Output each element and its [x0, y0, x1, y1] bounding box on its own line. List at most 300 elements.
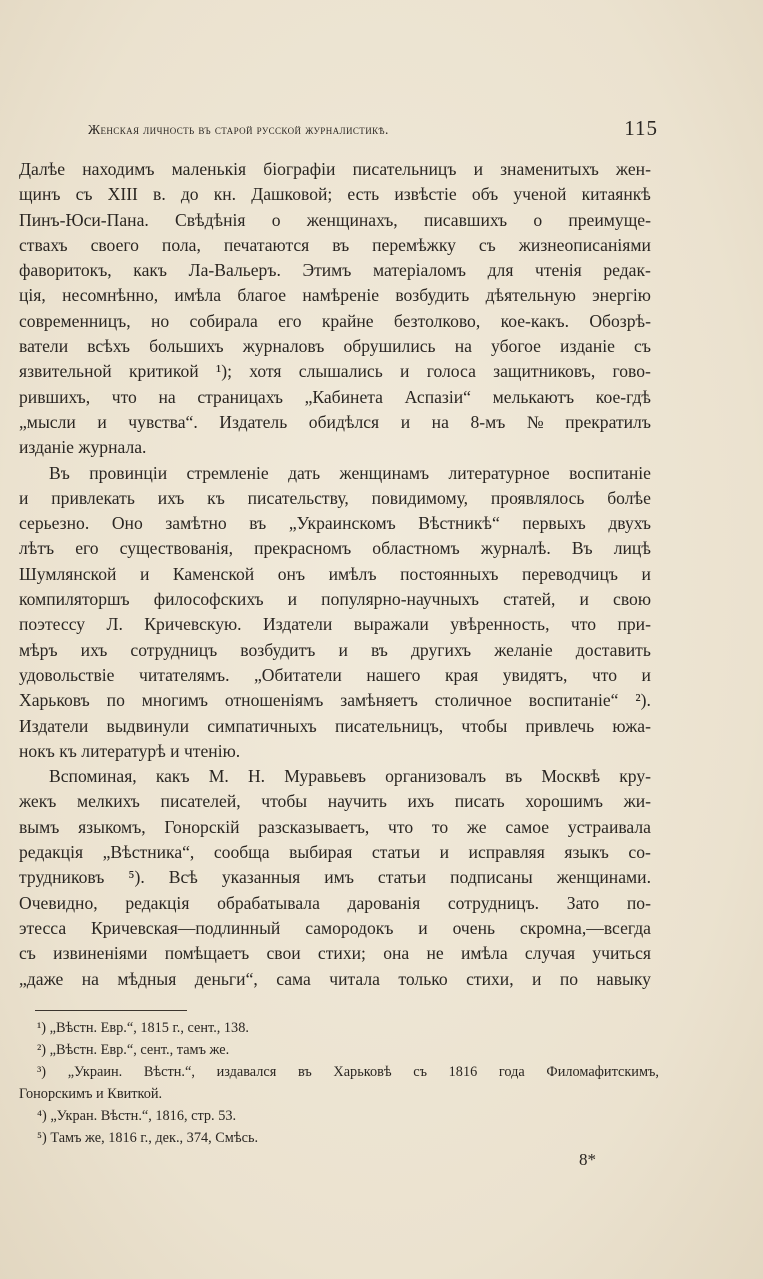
body-word: и — [579, 589, 589, 610]
body-word: деньги“, — [194, 968, 258, 989]
body-word: замѣтно — [165, 513, 227, 534]
body-word: по — [559, 968, 579, 989]
body-word: хорошимъ — [525, 791, 603, 812]
body-word: популярно-научныхъ — [321, 589, 479, 610]
body-word: страницахъ — [197, 386, 283, 407]
body-word: но — [150, 310, 170, 331]
footnote-line-text: ⁵) Тамъ же, 1816 г., дек., 374, Смѣсь. — [37, 1130, 259, 1146]
footnote-line — [19, 1039, 659, 1061]
body-word: имѣлъ — [328, 563, 377, 584]
body-word: Н. — [247, 766, 266, 787]
body-line — [19, 688, 651, 713]
footnote-word: Вѣстн.“, — [143, 1064, 195, 1080]
body-line — [19, 967, 651, 992]
body-word: М. — [208, 766, 229, 787]
body-word: матеріаломъ — [373, 260, 466, 281]
body-word: ¹); — [215, 361, 232, 382]
body-word: писателей, — [160, 791, 241, 812]
body-word: Дашковой; — [251, 184, 333, 205]
body-word: воспитаніе — [569, 462, 651, 483]
body-word: его — [75, 538, 99, 559]
body-word: имъ — [324, 867, 354, 888]
body-word: китаянкѣ — [581, 184, 651, 205]
footnote-line — [19, 1105, 659, 1127]
body-word: большихъ — [149, 336, 224, 357]
body-word: увидятъ, — [502, 664, 568, 685]
body-word: доставить — [575, 639, 651, 660]
body-word: сотрудницъ. — [447, 892, 540, 913]
body-word: не — [426, 943, 444, 964]
body-word: статьи — [371, 842, 421, 863]
footnote-word: съ — [413, 1064, 428, 1080]
body-line — [19, 208, 651, 233]
body-word: помѣщаетъ — [164, 943, 250, 964]
body-word: по — [106, 690, 125, 711]
body-word: журналѣ. — [480, 538, 551, 559]
body-word: Кричевскую. — [144, 614, 242, 635]
body-word: кру- — [619, 766, 651, 787]
body-line — [19, 840, 651, 865]
body-word: и — [400, 411, 411, 432]
body-word: писать — [454, 791, 505, 812]
body-word: жекъ — [19, 791, 57, 812]
body-line — [19, 385, 651, 410]
body-word: крайне — [321, 310, 374, 331]
body-word: щинъ — [19, 184, 61, 205]
body-word: самородокъ — [305, 917, 394, 938]
body-word: она — [383, 943, 410, 964]
body-word: указанныя — [221, 867, 301, 888]
body-word: статьи — [377, 867, 427, 888]
body-word: въ — [505, 766, 523, 787]
body-word: современницъ, — [19, 310, 131, 331]
body-word: организовалъ — [385, 766, 487, 787]
body-word: есть — [347, 184, 380, 205]
body-word: защитниковъ, — [493, 361, 596, 382]
body-word: женщинамъ — [339, 462, 430, 483]
body-word: обрушились — [343, 336, 436, 357]
body-line — [19, 815, 651, 840]
body-word: ихъ — [80, 639, 108, 660]
body-word: только — [398, 968, 448, 989]
body-word: двухъ — [608, 513, 651, 534]
body-word: объ — [471, 184, 499, 205]
body-word: этесса — [19, 917, 67, 938]
body-word: ція, — [19, 285, 46, 306]
body-word: Вѣстникѣ“ — [418, 513, 500, 534]
body-word: „Вѣстника“, — [102, 842, 195, 863]
body-word: хотя — [249, 361, 282, 382]
body-word: рившихъ, — [19, 386, 91, 407]
body-word: какъ — [155, 766, 190, 787]
body-word: писавшихъ — [423, 209, 508, 230]
body-line — [19, 789, 651, 814]
body-word: язвительной — [19, 361, 112, 382]
body-word: ствахъ — [19, 234, 68, 255]
signature-mark: 8* — [579, 1150, 596, 1169]
body-word: серьезно. — [19, 513, 90, 534]
body-word: Харьковъ — [19, 690, 90, 711]
body-line — [19, 233, 651, 258]
body-word: дѣятельную — [485, 285, 576, 306]
body-word: редак- — [603, 260, 651, 281]
body-word: № — [526, 411, 544, 432]
body-word: перемѣжку — [372, 234, 456, 255]
body-word: знаменитыхъ — [500, 159, 599, 179]
body-line — [19, 334, 651, 359]
body-word: очень — [452, 917, 496, 938]
footnote-word: ³) — [37, 1064, 47, 1080]
body-word: убогое — [491, 336, 541, 357]
body-word: языкомъ, — [78, 816, 146, 837]
body-word: первыхъ — [522, 513, 586, 534]
body-word: сама — [276, 968, 311, 989]
body-word: онъ — [277, 563, 306, 584]
body-word: Пинъ-Юси-Пана. — [19, 209, 149, 230]
body-line — [19, 283, 651, 308]
body-word: отношеніямъ — [224, 690, 324, 711]
body-word: и — [19, 487, 29, 508]
body-word: выдвинули — [106, 715, 189, 736]
body-word: и — [641, 563, 651, 584]
body-line — [19, 536, 651, 561]
body-line — [19, 157, 651, 182]
body-word: привлекать — [51, 487, 135, 508]
body-line — [19, 612, 651, 637]
body-word: устраивала — [567, 816, 651, 837]
body-word: привлечь — [525, 715, 595, 736]
body-word: о — [533, 209, 543, 230]
body-word: въ — [249, 513, 267, 534]
footnotes — [19, 1017, 659, 1149]
body-word: и — [641, 664, 651, 685]
body-word: то — [431, 816, 449, 837]
footnote-line — [19, 1061, 659, 1083]
body-word: Всѣ — [168, 867, 198, 888]
body-word: съ — [75, 184, 93, 205]
body-word: голоса — [426, 361, 476, 382]
body-word: Гонорскій — [164, 816, 240, 837]
body-word: „даже — [19, 968, 64, 989]
body-word: чтенія — [535, 260, 582, 281]
body-word: выбирая — [289, 842, 353, 863]
body-word: что — [111, 386, 137, 407]
body-word: на — [158, 386, 176, 407]
body-word: подписаны — [450, 867, 533, 888]
body-line — [19, 410, 651, 435]
body-word: научить — [327, 791, 387, 812]
body-word: Каменской — [172, 563, 255, 584]
body-word: вымъ — [19, 816, 60, 837]
body-word: съ — [634, 336, 651, 357]
body-word: маленькія — [171, 159, 247, 179]
body-word: и — [287, 589, 298, 610]
body-word: областномъ — [372, 538, 460, 559]
body-line — [19, 461, 651, 486]
body-word: кое-гдѣ — [595, 386, 651, 407]
footnote-word: года — [498, 1064, 525, 1080]
footnote-line-text: ⁴) „Укран. Вѣстн.“, 1816, стр. 53. — [37, 1108, 237, 1124]
body-word: же — [466, 816, 487, 837]
body-word: Издатель — [219, 411, 288, 432]
body-word: Кричевская—подлинный — [91, 917, 281, 938]
body-word: несомнѣнно, — [62, 285, 159, 306]
body-word: безтолково, — [393, 310, 481, 331]
body-line — [19, 663, 651, 688]
body-word: свои — [266, 943, 301, 964]
footnote-line-text: Гонорскимъ и Квиткой. — [19, 1086, 163, 1102]
body-word: имѣла — [460, 943, 508, 964]
body-word: имѣла — [174, 285, 222, 306]
body-word: повидимому, — [371, 487, 469, 508]
body-line-text: изданіе журнала. — [19, 437, 147, 458]
body-word: критикой — [128, 361, 199, 382]
body-word: дарованія — [347, 892, 421, 913]
body-word: мелькаютъ — [492, 386, 575, 407]
body-word: лицѣ — [613, 538, 651, 559]
body-word: Этимъ — [302, 260, 352, 281]
body-word: жен- — [615, 159, 651, 179]
body-word: философскихъ — [153, 589, 264, 610]
body-line — [19, 562, 651, 587]
body-word: Вспоминая, — [49, 766, 137, 787]
body-word: и — [532, 968, 542, 989]
body-word: мѣдныя — [117, 968, 177, 989]
body-word: сообща — [213, 842, 270, 863]
body-word: редакція — [19, 842, 84, 863]
body-word: лѣтъ — [19, 538, 55, 559]
body-word: стихи; — [317, 943, 366, 964]
body-word: воспитаніе“ — [528, 690, 619, 711]
body-word: исправляя — [468, 842, 545, 863]
body-word: литературное — [448, 462, 550, 483]
body-word: ⁵). — [128, 867, 145, 888]
body-word: южа- — [612, 715, 651, 736]
body-word: слышались — [298, 361, 383, 382]
body-word: и — [338, 639, 348, 660]
body-word: желаніе — [494, 639, 553, 660]
body-word: намѣреніе — [302, 285, 380, 306]
body-word: что — [591, 664, 618, 685]
body-word: всѣхъ — [87, 336, 131, 357]
body-word: Аспазіи“ — [404, 386, 471, 407]
body-word: трудниковъ — [19, 867, 105, 888]
body-word: и — [439, 842, 450, 863]
body-word: его — [278, 310, 302, 331]
body-word: своего — [90, 234, 139, 255]
body-word: біографіи — [263, 159, 336, 179]
body-word: Далѣе — [19, 159, 66, 179]
body-word: писательницъ, — [334, 715, 444, 736]
body-word: на — [431, 411, 449, 432]
body-word: края — [444, 664, 479, 685]
body-line — [19, 486, 651, 511]
body-word: жи- — [623, 791, 651, 812]
body-word: извѣстіе — [394, 184, 457, 205]
body-word: Очевидно, — [19, 892, 98, 913]
body-word: кн. — [213, 184, 237, 205]
body-word: XIII — [107, 184, 138, 205]
footnote-line — [19, 1083, 659, 1105]
footnote-divider — [35, 1010, 187, 1011]
footnote-line — [19, 1017, 659, 1039]
body-word: Издатели — [262, 614, 333, 635]
body-word: изданіе — [560, 336, 615, 357]
body-word: писательницъ — [352, 159, 457, 179]
body-word: преимуще- — [568, 209, 651, 230]
body-word: проявлялось — [490, 487, 585, 508]
body-word: ватели — [19, 336, 69, 357]
body-word: обидѣлся — [308, 411, 380, 432]
body-word: до — [180, 184, 199, 205]
body-word: многимъ — [141, 690, 209, 711]
body-word: разсказываетъ, — [258, 816, 370, 837]
footnote-line-text: ¹) „Вѣстн. Евр.“, 1815 г., сент., 138. — [37, 1020, 249, 1036]
body-word: Въ — [571, 538, 593, 559]
body-word: болѣе — [607, 487, 651, 508]
body-word: находимъ — [82, 159, 155, 179]
body-word: симпатичныхъ — [207, 715, 317, 736]
body-word: обрабатывала — [217, 892, 320, 913]
body-word: замѣняетъ — [340, 690, 418, 711]
body-word: гово- — [612, 361, 651, 382]
body-word: читателямъ. — [138, 664, 230, 685]
body-word: выражали — [353, 614, 429, 635]
body-word: Муравьевъ — [284, 766, 366, 787]
body-word: извиненіями — [53, 943, 148, 964]
body-word: ²). — [635, 690, 651, 711]
body-word: постоянныхъ — [400, 563, 499, 584]
body-line — [19, 739, 651, 764]
body-word: чтобы — [261, 791, 308, 812]
body-word: журналовъ — [242, 336, 325, 357]
body-word: возбудить — [395, 285, 470, 306]
body-word: Шумлянской — [19, 563, 117, 584]
body-word: печатаются — [223, 234, 310, 255]
body-line-text: нокъ къ литературѣ и чтенію. — [19, 740, 241, 761]
body-word: Издатели — [19, 715, 89, 736]
body-word: провинціи — [89, 462, 168, 483]
body-word: энергію — [592, 285, 651, 306]
body-line — [19, 916, 651, 941]
body-word: прекрасномъ — [254, 538, 352, 559]
body-word: дать — [288, 462, 321, 483]
body-word: на — [454, 336, 472, 357]
body-line — [19, 359, 651, 384]
body-word: „Украинскомъ — [288, 513, 396, 534]
body-word: языкъ — [564, 842, 609, 863]
footnote-word: 1816 — [448, 1064, 478, 1080]
body-word: существованія, — [119, 538, 234, 559]
body-word: что — [570, 614, 597, 635]
body-word: свою — [613, 589, 651, 610]
body-word: прекратилъ — [565, 411, 651, 432]
body-word: съ — [478, 234, 496, 255]
body-line — [19, 258, 651, 283]
body-word: собирала — [189, 310, 258, 331]
body-word: Зато — [566, 892, 600, 913]
body-word: чувства“. — [128, 411, 198, 432]
footnote-word: Харьковѣ — [333, 1064, 392, 1080]
body-word: Ла-Вальеръ. — [188, 260, 281, 281]
body-word: учиться — [592, 943, 651, 964]
body-line — [19, 435, 651, 460]
body-word: в. — [153, 184, 166, 205]
body-word: статей, — [503, 589, 556, 610]
body-line — [19, 865, 651, 890]
body-word: компиляторшъ — [19, 589, 130, 610]
body-word: Москвѣ — [541, 766, 601, 787]
body-word: и — [418, 917, 428, 938]
body-word: сотрудницъ — [130, 639, 218, 660]
body-word: кое-какъ. — [500, 310, 570, 331]
body-word: для — [487, 260, 514, 281]
body-word: мелкихъ — [77, 791, 140, 812]
body-word: стихи, — [466, 968, 514, 989]
body-word: и — [473, 159, 483, 179]
body-word: со- — [628, 842, 651, 863]
footnote-word: Филомафитскимъ, — [546, 1064, 659, 1080]
body-word: писательству, — [247, 487, 349, 508]
body-word: скромна,—всегда — [519, 917, 651, 938]
body-word: и — [97, 411, 107, 432]
body-word: о — [271, 209, 281, 230]
body-word: при- — [617, 614, 651, 635]
body-word: Л. — [106, 614, 123, 635]
body-word: редакція — [125, 892, 190, 913]
body-word: столичное — [434, 690, 512, 711]
footnote-line — [19, 1127, 659, 1149]
body-word: Свѣдѣнія — [175, 209, 246, 230]
running-title: Женская личность въ старой русской журналистикѣ. — [88, 122, 389, 137]
body-word: Въ — [49, 462, 70, 483]
body-line — [19, 891, 651, 916]
body-word: что — [388, 816, 414, 837]
page-header — [88, 116, 658, 142]
body-word: въ — [332, 234, 350, 255]
body-word: по- — [626, 892, 651, 913]
body-line — [19, 309, 651, 334]
body-word: женщинами. — [556, 867, 651, 888]
body-word: чтобы — [461, 715, 508, 736]
body-line — [19, 764, 651, 789]
body-word: какъ — [133, 260, 168, 281]
body-word: мѣръ — [19, 639, 58, 660]
body-word: поэтессу — [19, 614, 86, 635]
body-word: „Кабинета — [304, 386, 383, 407]
body-word: Оно — [111, 513, 143, 534]
body-word: „Обитатели — [254, 664, 342, 685]
body-word: читала — [329, 968, 380, 989]
body-word: Обозрѣ- — [589, 310, 651, 331]
body-word: фаворитокъ, — [19, 260, 112, 281]
body-word: женщинахъ, — [306, 209, 398, 230]
footnote-line-text: ²) „Вѣстн. Евр.“, сент., тамъ же. — [37, 1042, 230, 1058]
body-word: нашего — [366, 664, 421, 685]
main-text — [19, 157, 651, 992]
body-word: возбудитъ — [240, 639, 316, 660]
body-word: навыку — [596, 968, 651, 989]
body-line — [19, 941, 651, 966]
body-word: увѣренность, — [450, 614, 550, 635]
body-word: пола, — [161, 234, 201, 255]
footnote-word: издавался — [216, 1064, 277, 1080]
footnote-word: „Украин. — [67, 1064, 123, 1080]
body-word: къ — [207, 487, 225, 508]
body-word: съ — [19, 943, 36, 964]
body-word: другихъ — [410, 639, 472, 660]
body-word: самое — [505, 816, 550, 837]
